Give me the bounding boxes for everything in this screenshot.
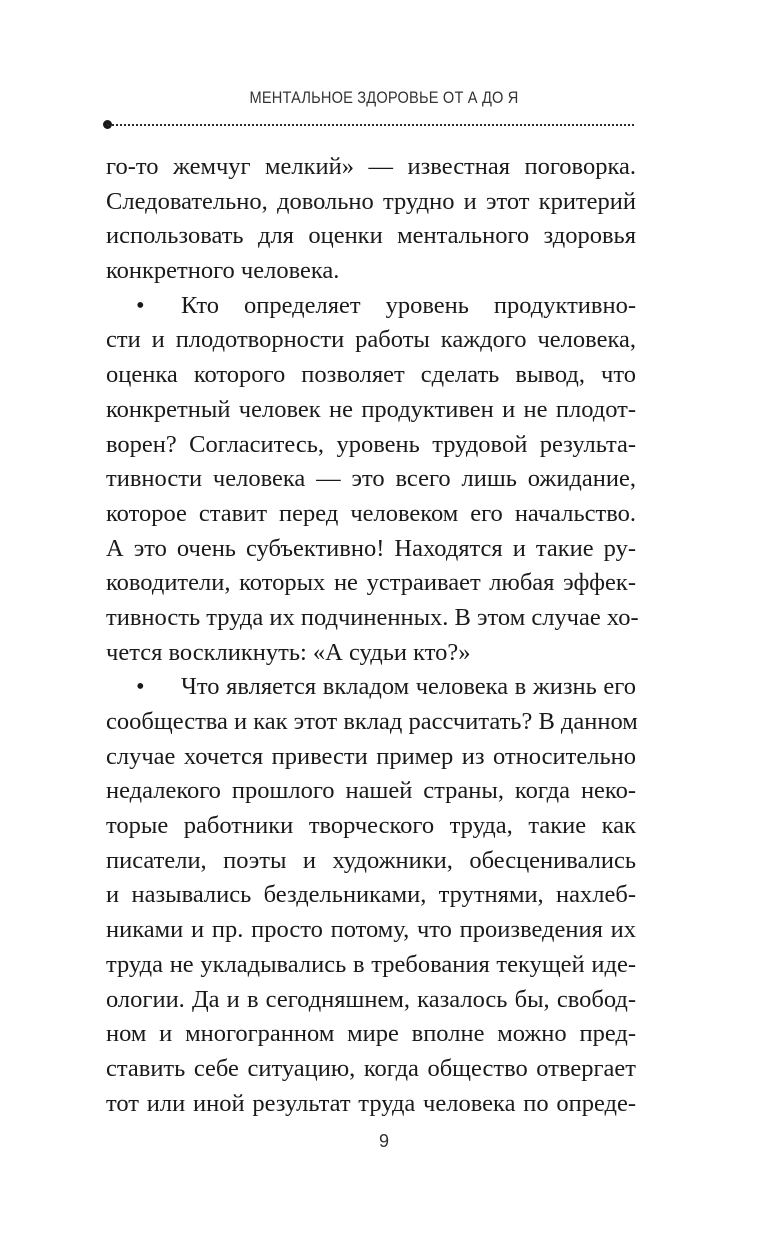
text-line: недалекого прошлого нашей страны, когда неко- [106, 777, 636, 805]
text-line: ологии. Да и в сегодняшнем, казалось бы, свобод- [106, 985, 636, 1013]
text-line: случае хочется привести пример из относительно [106, 742, 636, 770]
text-line: никами и пр. просто потому, что произведения их [106, 916, 636, 944]
text-line: использовать для оценки ментального здоровья [106, 222, 636, 250]
header-dotted-rule [107, 124, 634, 126]
text-line: труда не укладывались в требования текущей иде- [106, 950, 636, 978]
text-line: конкретного человека. [106, 257, 340, 285]
text-line: ворен? Согласитесь, уровень трудовой результа- [106, 430, 636, 458]
bullet-item-productivity [106, 289, 639, 671]
text-line: Следовательно, довольно трудно и этот критерий [106, 187, 636, 215]
text-line: ном и многогранном мире вполне можно пред- [106, 1020, 636, 1048]
text-line: сообщества и как этот вклад рассчитать? В данном [106, 708, 638, 735]
page-body-text [106, 150, 639, 1121]
page-number: 9 [378, 1131, 389, 1151]
text-line: торые работники творческого труда, такие как [106, 812, 636, 840]
text-line: конкретный человек не продуктивен и не плодот- [106, 395, 636, 423]
paragraph-continuation [106, 150, 636, 289]
text-line: тивность труда их подчиненных. В этом случае хо- [106, 603, 639, 631]
text-line: го-то жемчуг мелкий» — известная поговорка. [106, 153, 636, 180]
text-line: Что является вкладом человека в жизнь его [181, 673, 636, 701]
text-line: ководители, которых не устраивает любая эффек- [106, 569, 636, 597]
text-line: ставить себе ситуацию, когда общество отвергает [106, 1054, 636, 1082]
text-line: Кто определяет уровень продуктивно- [181, 291, 636, 319]
text-line: тот или иной результат труда человека по опреде- [106, 1089, 636, 1117]
bullet-dot-icon: • [136, 673, 145, 701]
text-line: писатели, поэты и художники, обесценивались [106, 846, 636, 874]
text-line: тивности человека — это всего лишь ожидание, [106, 465, 636, 493]
running-head-title: МЕНТАЛЬНОЕ ЗДОРОВЬЕ ОТ А ДО Я [249, 88, 519, 107]
text-line: А это очень субъективно! Находятся и такие ру- [106, 534, 636, 562]
text-line: оценка которого позволяет сделать вывод, что [106, 361, 636, 389]
text-line: чется воскликнуть: «А судьи кто?» [106, 638, 471, 666]
bullet-dot-icon: • [136, 291, 145, 319]
text-line: и назывались бездельниками, трутнями, нахлеб- [106, 881, 636, 909]
bullet-item-contribution [106, 670, 636, 1121]
text-line: которое ставит перед человеком его начальство. [106, 499, 636, 527]
text-line: сти и плодотворности работы каждого человека, [106, 326, 636, 354]
